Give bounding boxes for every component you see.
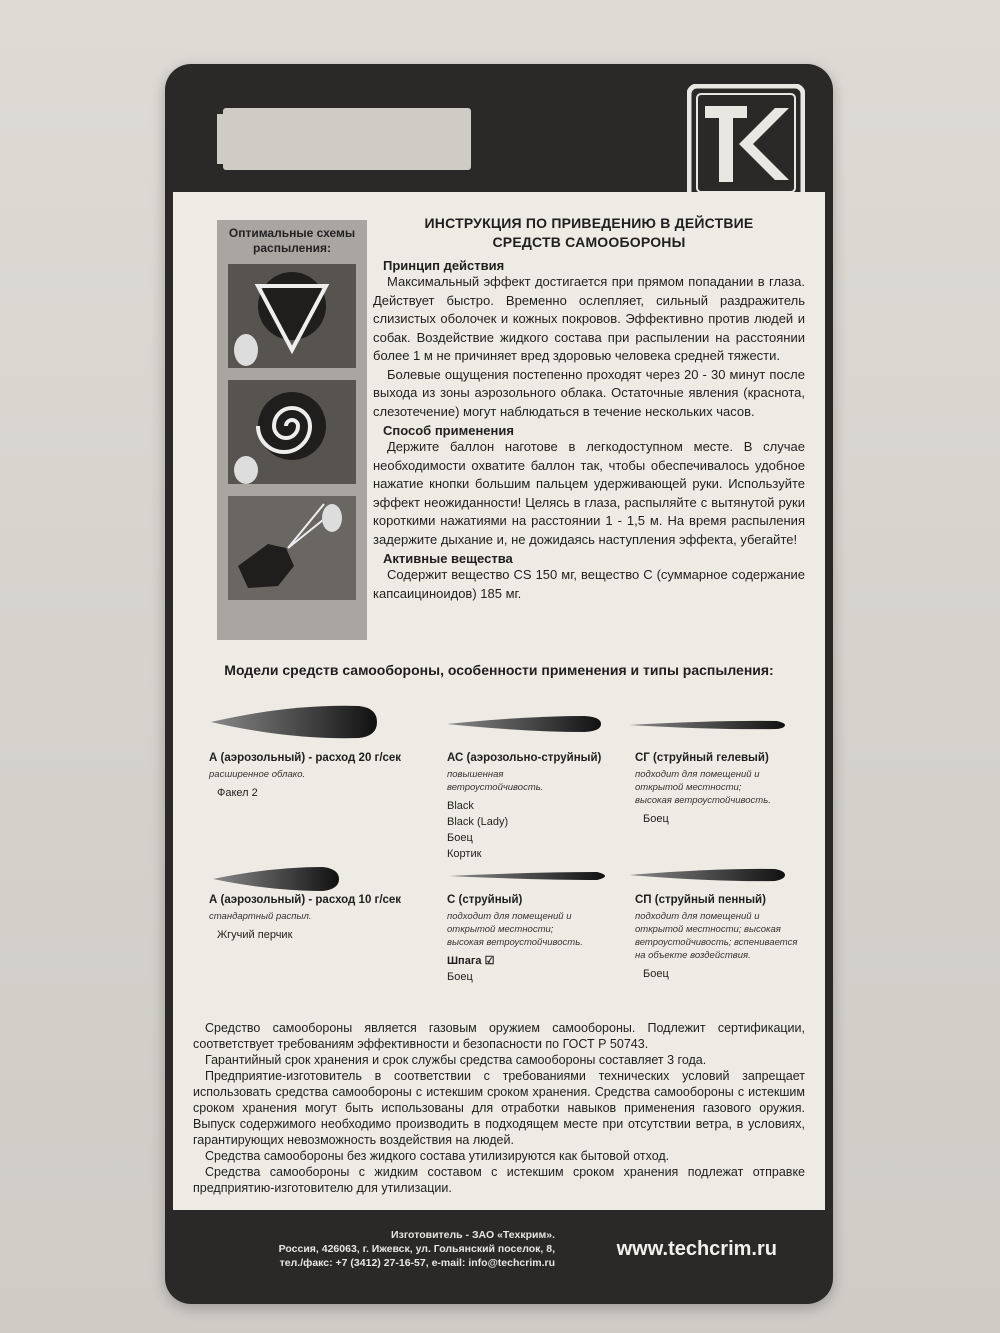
model-description: стандартный распыл.	[209, 911, 312, 922]
legal-paragraph-2: Гарантийный срок хранения и срок службы средства самообороны составляет 3 года.	[205, 1053, 707, 1067]
model-name: А (аэрозольный) - расход 10 г/сек	[209, 894, 402, 906]
model-card-sp	[635, 894, 805, 982]
model-card-s	[447, 894, 627, 985]
product-card	[165, 64, 833, 1304]
brand-logo	[687, 84, 805, 202]
principle-paragraph-1: Максимальный эффект достигается при прямом попадании в глаза. Действует быстро. Временно ослепляет, сильный раздражитель слизистых оболочек и кожных покровов. Эффективно против людей и собак. Воздействие жидкого состава при распылении на расстоянии более 1 м не причиняет вред здоровью человека средней тяжести.	[373, 274, 805, 363]
principle-paragraph-2: Болевые ощущения постепенно проходят через 20 - 30 минут после выхода из зоны аэрозольного облака. Остаточные явления (краснота, слезотечение) могут наблюдаться в течение нескольких часов.	[373, 366, 805, 419]
model-card-sg	[635, 752, 805, 827]
model-products	[209, 927, 419, 943]
manufacturer-name: Изготовитель - ЗАО «Техкрим».	[391, 1229, 555, 1241]
checkmark-icon: ☑	[484, 955, 495, 967]
model-products	[447, 798, 627, 862]
model-products	[447, 953, 627, 985]
model-description: повышенная ветроустойчивость.	[447, 769, 544, 793]
active-substances-paragraph: Содержит вещество CS 150 мг, вещество С (суммарное содержание капсаициноидов) 185 мг.	[373, 567, 805, 601]
product-checked-row	[447, 953, 627, 969]
instruction-title-line2: СРЕДСТВ САМООБОРОНЫ	[492, 234, 686, 250]
model-name: АС (аэрозольно-струйный)	[447, 752, 602, 764]
legal-paragraph-5: Средства самообороны с жидким составом с истекшим сроком хранения подлежат отправке предприятию-изготовителю для утилизации.	[193, 1165, 805, 1195]
product-name: Кортик	[447, 848, 482, 860]
pictogram-dog	[228, 496, 356, 600]
legal-paragraph-4: Средства самообороны без жидкого состава утилизируются как бытовой отход.	[205, 1149, 670, 1163]
pictogram-face-spiral	[228, 380, 356, 484]
model-description: подходит для помещений и открытой местности; высокая ветроустойчивость.	[635, 769, 771, 806]
method-paragraph: Держите баллон наготове в легкодоступном месте. В случае необходимости охватите баллон так, чтобы обеспечивалось удобное нажатие кнопки большим пальцем удерживающей руки. Используйте эффект неожиданности! Целясь в глаза, распыляйте с вытянутой руки короткими нажатиями на расстоянии 1 - 1,5 м. На время распыления задержите дыхание и, не дожидаясь наступления эффекта, убегайте!	[373, 439, 805, 547]
hang-slot	[223, 108, 471, 170]
product-name: Жгучий перчик	[217, 929, 293, 941]
spray-scheme-pictograms	[217, 220, 367, 640]
spray-pattern-wide-cloud	[209, 702, 379, 742]
model-description: расширенное облако.	[209, 769, 306, 780]
active-substances-heading: Активные вещества	[383, 551, 513, 566]
product-name: Боец	[643, 813, 669, 825]
website-link[interactable]: www.techcrim.ru	[616, 1238, 777, 1260]
pictograms-title: Оптимальные схемы распыления:	[228, 226, 356, 255]
model-name: А (аэрозольный) - расход 20 г/сек	[209, 752, 402, 764]
method-heading: Способ применения	[383, 423, 514, 438]
model-card-a-20	[209, 752, 419, 801]
instruction-title-line1: ИНСТРУКЦИЯ ПО ПРИВЕДЕНИЮ В ДЕЙСТВИЕ	[424, 215, 754, 231]
product-name: Боец	[447, 971, 473, 983]
model-products	[635, 966, 805, 982]
product-name: Black (Lady)	[447, 816, 509, 828]
product-name: Black	[447, 800, 474, 812]
instruction-title	[373, 214, 805, 252]
manufacturer-info	[205, 1228, 555, 1270]
spray-pattern-gel-jet	[627, 718, 787, 732]
principle-heading: Принцип действия	[383, 258, 505, 273]
manufacturer-contacts: тел./факс: +7 (3412) 27-16-57, e-mail: info@techcrim.ru	[279, 1257, 555, 1269]
model-description: подходит для помещений и открытой местности; высокая ветроустойчивость.	[447, 911, 583, 948]
product-name: Боец	[643, 968, 669, 980]
legal-paragraph-1: Средство самообороны является газовым оружием самообороны. Подлежит сертификации, соответствует требованиям эффективности и безопасности по ГОСТ Р 50743.	[193, 1021, 805, 1051]
product-name: Боец	[447, 832, 473, 844]
model-card-a-10	[209, 894, 419, 943]
model-products	[209, 785, 419, 801]
instruction-text-block	[373, 214, 805, 603]
model-card-as	[447, 752, 627, 862]
spray-pattern-foam-jet	[627, 866, 787, 884]
product-name: Факел 2	[217, 787, 258, 799]
product-name: Шпага	[447, 955, 482, 967]
legal-text-block	[193, 1020, 805, 1196]
model-name: С (струйный)	[447, 894, 523, 906]
spray-pattern-standard-cloud	[211, 864, 341, 894]
footer	[165, 1214, 833, 1304]
model-description: подходит для помещений и открытой местности; высокая ветроустойчивость; вспенивается на объекте воздействия.	[635, 911, 798, 961]
pictogram-face-triangle	[228, 264, 356, 368]
model-name: СП (струйный пенный)	[635, 894, 766, 906]
models-title: Модели средств самообороны, особенности применения и типы распыления:	[224, 662, 774, 678]
spray-pattern-jet	[447, 870, 607, 882]
manufacturer-address: Россия, 426063, г. Ижевск, ул. Гольянский поселок, 8,	[278, 1243, 555, 1255]
legal-paragraph-3: Предприятие-изготовитель в соответствии с требованиями технических условий запрещает использовать средства самообороны с истекшим сроком хранения. Средства самообороны с истекшим сроком хранения могут быть использованы для отработки навыков применения газового оружия. Выпуск содержимого необходимо производить в подходящем месте при отсутствии ветра, в условиях, гарантирующих невозможность воздействия на людей.	[193, 1069, 805, 1147]
model-name: СГ (струйный гелевый)	[635, 752, 769, 764]
model-products	[635, 811, 805, 827]
spray-pattern-aerosol-jet	[445, 712, 605, 736]
